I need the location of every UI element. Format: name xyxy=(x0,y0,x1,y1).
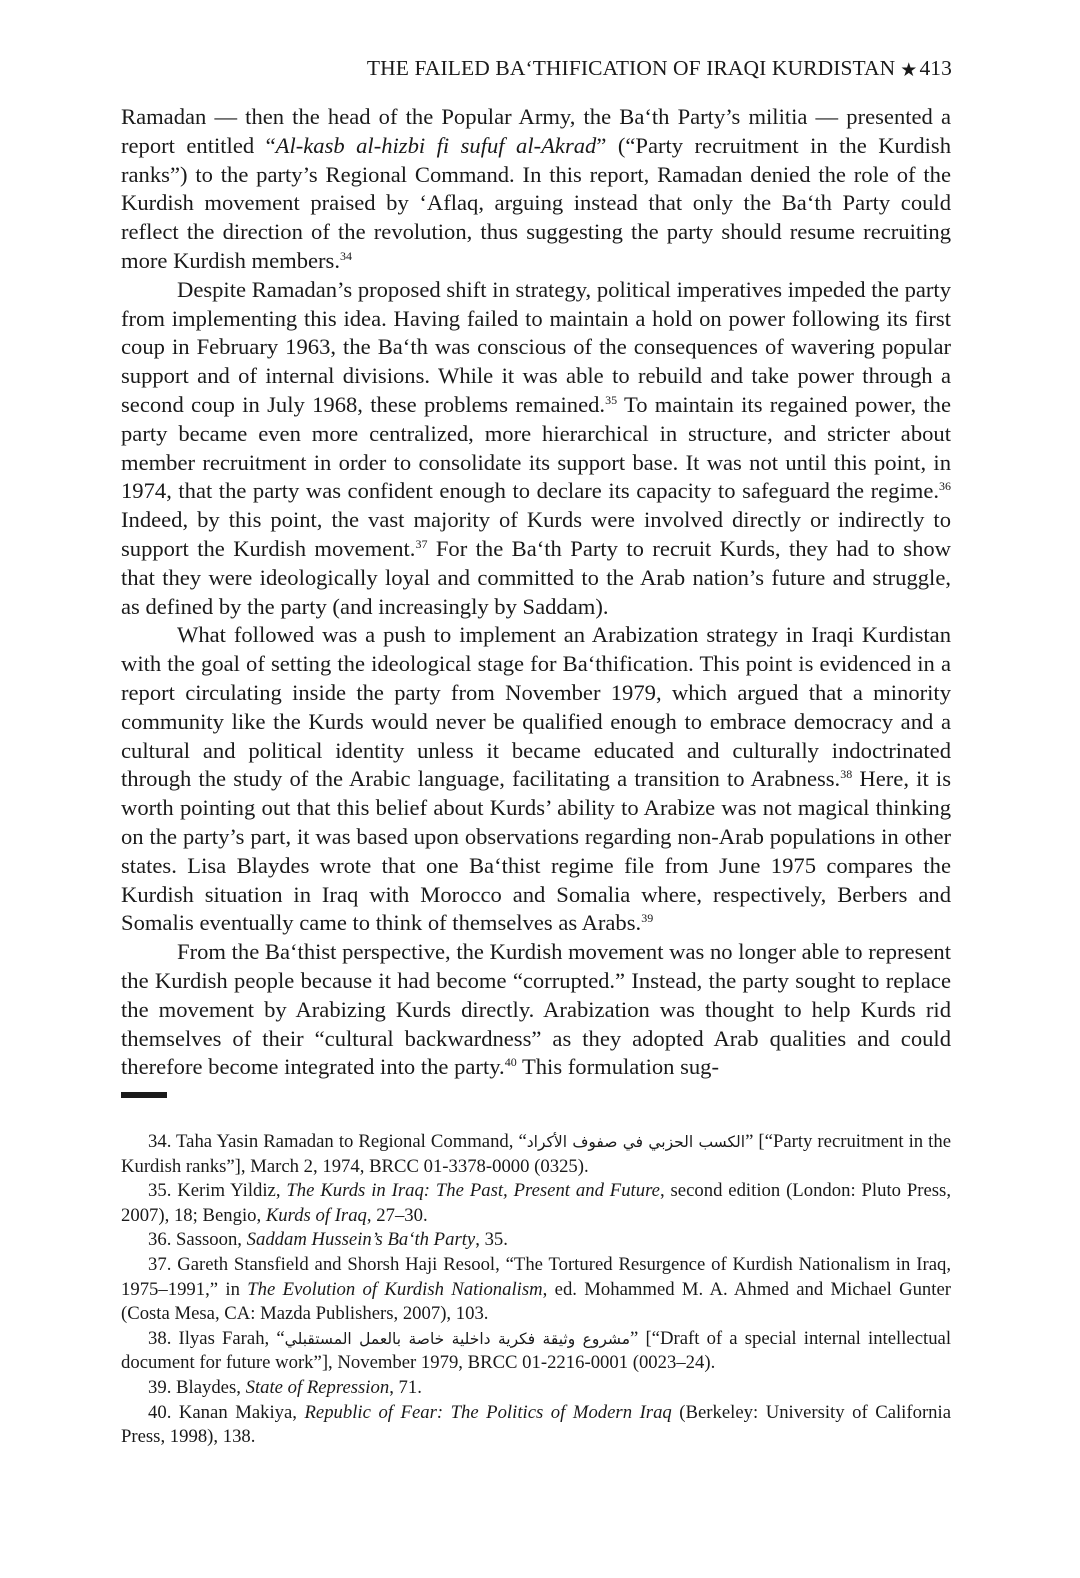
footnote-38 xyxy=(121,1327,951,1376)
text-run: 40. Kanan Makiya, xyxy=(148,1401,305,1423)
book-title-italic: State of Repression xyxy=(245,1376,390,1398)
text-run: Here, it is worth pointing out that this belief about Kurds’ ability to Arabize was not magical thinking on the party’s part, it was based upon observations regarding non-Arab populations in other states. Lisa Blaydes wrote that one Ba‘thist regime file from June 1975 compares the Kurdish situation in Iraq with Morocco and Somalia where, respectively, Berbers and Somalis eventually came to think of themselves as Arabs. xyxy=(121,766,951,936)
footnote-35 xyxy=(121,1179,951,1228)
running-header xyxy=(367,56,952,81)
book-title-italic: Saddam Hussein’s Ba‘th Party xyxy=(246,1229,476,1251)
book-title-italic: The Evolution of Kurdish Nationalism xyxy=(247,1278,543,1300)
text-run: 34. Taha Yasin Ramadan to Regional Command, “ xyxy=(148,1131,527,1152)
footnote-ref-35[interactable]: 35 xyxy=(605,392,618,407)
paragraph-1 xyxy=(121,103,951,276)
book-title-italic: The Kurds in Iraq: The Past, Present and Future xyxy=(286,1180,660,1202)
text-run: For the Ba‘th Party to recruit Kurds, they had to show that they were ideologically loyal and committed to the Arab nation’s future and struggle, as defined by the party (and increasingly by Saddam). xyxy=(121,535,951,619)
footnote-ref-38[interactable]: 38 xyxy=(840,767,853,782)
book-title-italic: Republic of Fear: The Politics of Modern Iraq xyxy=(304,1401,672,1423)
paragraph-2 xyxy=(121,276,951,622)
footnote-34 xyxy=(121,1130,951,1179)
footnote-ref-39[interactable]: 39 xyxy=(641,911,654,926)
text-run: 36. Sassoon, xyxy=(148,1229,247,1251)
text-run: (Berkeley: University of California Press, 1998), 138. xyxy=(121,1401,951,1448)
footnote-ref-36[interactable]: 36 xyxy=(939,479,951,494)
text-run: ” (“Party recruitment in the Kurdish ranks”) to the party’s Regional Command. In this report, Ramadan denied the role of the Kurdish movement praised by ‘Aflaq, arguing instead that only the Ba‘th Party could reflect the direction of the revolution, thus suggesting the party should resume recruiting more Kurdish members. xyxy=(121,132,952,273)
text-run: , 27–30. xyxy=(366,1204,428,1226)
arabic-title: الكسب الحزبي في صفوف الأكراد xyxy=(526,1133,746,1151)
footnote-36 xyxy=(121,1228,951,1253)
text-run: ” [“Party recruitment in the Kurdish ranks”], March 2, 1974, BRCC 01-3378-0000 (0325). xyxy=(121,1131,951,1177)
text-run: Indeed, by this point, the vast majority of Kurds were involved directly or indirectly to support the Kurdish movement. xyxy=(121,507,951,561)
text-run: From the Ba‘thist perspective, the Kurdish movement was no longer able to represent the Kurdish people because it had become “corrupted.” Instead, the party sought to replace the movement by Arabizing Kurds directly. Arabization was thought to help Kurds rid themselves of their “cultural backwardness” as they adopted Arab qualities and could therefore become integrated into the party. xyxy=(121,939,951,1080)
body-text xyxy=(121,103,951,1082)
arabic-title: مشروع وثيقة فكرية داخلية خاصة بالعمل المستقبلي xyxy=(284,1329,631,1348)
footnote-37 xyxy=(121,1253,951,1327)
text-run: , 71. xyxy=(389,1376,422,1398)
text-run: 39. Blaydes, xyxy=(148,1376,246,1398)
running-title: THE FAILED BA‘THIFICATION OF IRAQI KURDISTAN xyxy=(366,56,896,80)
text-run: Ramadan — then the head of the Popular Army, the Ba‘th Party’s militia — presented a report entitled “ xyxy=(121,104,951,158)
text-run: What followed was a push to implement an Arabization strategy in Iraqi Kurdistan with the goal of setting the ideological stage for Ba‘thification. This point is evidenced in a report circulating inside the party from November 1979, which argued that a minority community like the Kurds would never be qualified enough to embrace democracy and a cultural and political identity unless it became educated and culturally indoctrinated through the study of the Arabic language, facilitating a transition to Arabness. xyxy=(121,622,951,792)
footnote-ref-34[interactable]: 34 xyxy=(340,248,352,263)
text-run: ” [“Draft of a special internal intellectual document for future work”], November 1979, BRCC 01-2216-0001 (0023–24). xyxy=(121,1327,952,1374)
text-run: 35. Kerim Yildiz, xyxy=(148,1180,287,1202)
footnote-ref-37[interactable]: 37 xyxy=(415,536,428,551)
page-number: 413 xyxy=(919,56,952,80)
footnote-40 xyxy=(121,1401,951,1450)
footnote-39 xyxy=(121,1376,951,1401)
footnote-ref-40[interactable]: 40 xyxy=(504,1055,517,1070)
text-run: , ed. Mohammed M. A. Ahmed and Michael Gunter (Costa Mesa, CA: Mazda Publishers, 2007), 103. xyxy=(121,1278,951,1325)
footnotes xyxy=(121,1130,951,1450)
text-run: , second edition (London: Pluto Press, 2007), 18; Bengio, xyxy=(121,1180,951,1226)
text-run: To maintain its regained power, the party became even more centralized, more hierarchical in structure, and stricter about member recruitment in order to consolidate its support base. It was not until this point, in 1974, that the party was confident enough to declare its capacity to safeguard the regime. xyxy=(121,391,951,504)
footnote-separator xyxy=(121,1092,167,1098)
paragraph-4 xyxy=(121,938,951,1082)
star-icon: ★ xyxy=(900,60,918,81)
text-run: 37. Gareth Stansfield and Shorsh Haji Resool, “The Tortured Resurgence of Kurdish Nationalism in Iraq, 1975–1991,” in xyxy=(121,1253,951,1300)
text-run: This formulation sug- xyxy=(516,1054,720,1080)
text-run: Despite Ramadan’s proposed shift in strategy, political imperatives impeded the party from implementing this idea. Having failed to maintain a hold on power following its first coup in February 1963, the Ba‘th was conscious of the consequences of wavering popular support and of internal divisions. While it was able to rebuild and take power through a second coup in July 1968, these problems remained. xyxy=(121,276,951,417)
text-run: 38. Ilyas Farah, “ xyxy=(148,1327,285,1349)
paragraph-3 xyxy=(121,621,951,938)
book-title-italic: Kurds of Iraq xyxy=(265,1204,367,1226)
text-run: , 35. xyxy=(475,1229,508,1251)
report-title-italic: Al-kasb al-hizbi fi sufuf al-Akrad xyxy=(275,132,597,158)
